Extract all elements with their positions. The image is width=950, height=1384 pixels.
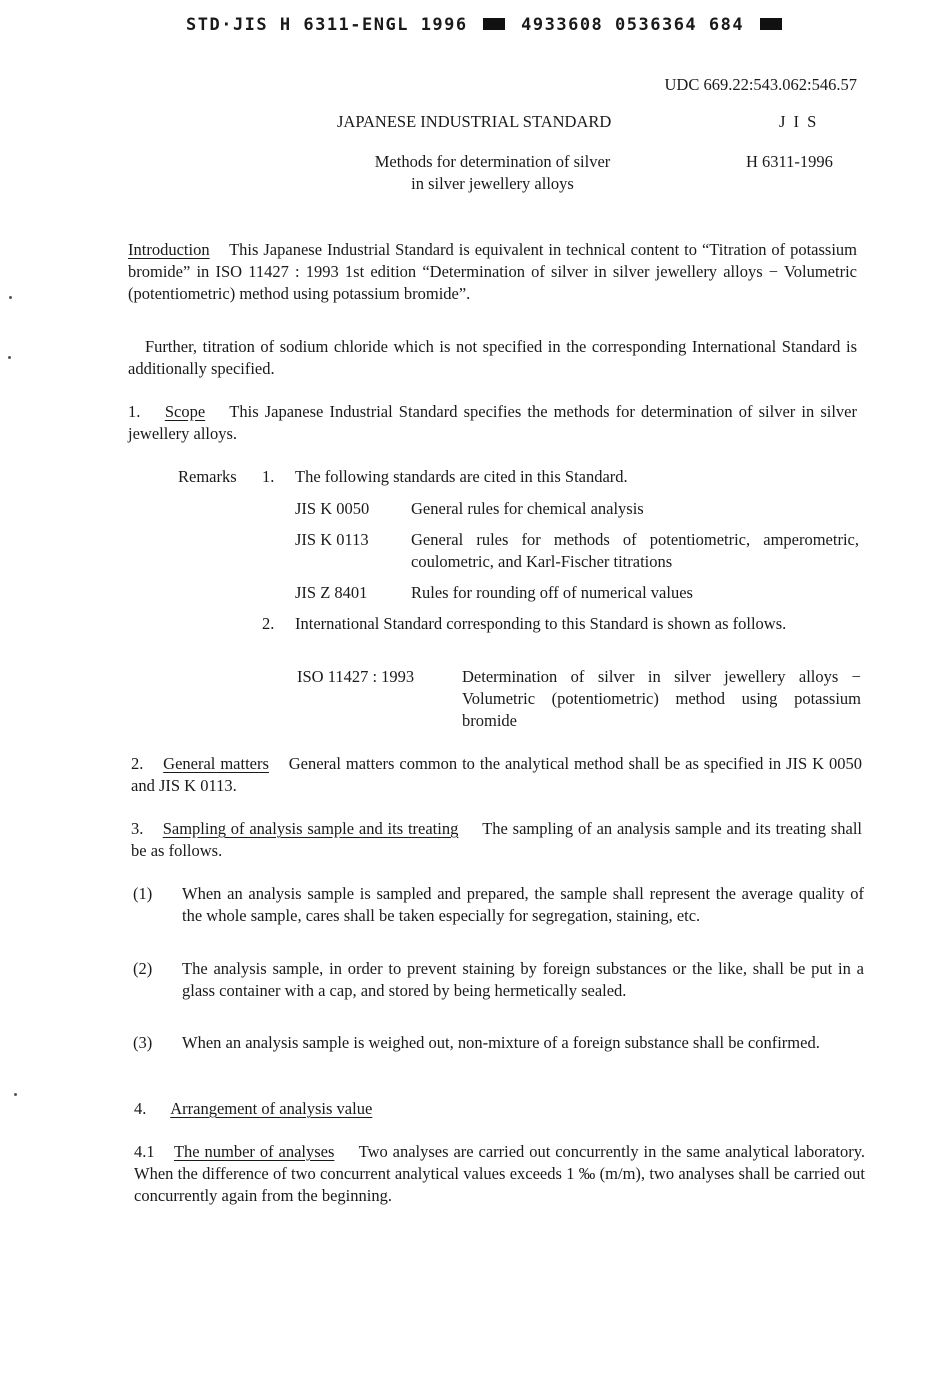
scope-text: This Japanese Industrial Standard specifies the methods for determination of silver in silver jewellery alloys. [128, 402, 858, 443]
cited-standard-code: JIS K 0050 [295, 499, 370, 518]
sampling-item-number: (2) [133, 959, 153, 978]
iso-standard-title: Determination of silver in silver jewellery alloys − Volumetric (potentiometric) method using potassium bromide [462, 667, 861, 730]
document-title [320, 151, 665, 195]
document-title-line1: Methods for determination of silver [374, 152, 611, 171]
sampling-item-number: (3) [133, 1033, 153, 1052]
scope-paragraph [128, 401, 857, 445]
document-title-line2: in silver jewellery alloys [411, 174, 574, 193]
general-text: General matters common to the analytical method shall be as specified in JIS K 0050 and JIS K 0113. [131, 754, 863, 795]
sampling-number: 3. [131, 819, 144, 838]
udc-number: UDC 669.22:543.062:546.57 [664, 75, 857, 94]
scope-heading: Scope [164, 402, 206, 421]
stamp-block-mark [483, 18, 505, 30]
sampling-heading: Sampling of analysis sample and its treating [162, 819, 459, 838]
introduction-text: This Japanese Industrial Standard is equivalent in technical content to “Titration of potassium bromide” in ISO 11427 : 1993 1st edition “Determination of silver in silver jewellery alloys − Volumetric (potentiometric) method using potassium bromide”. [128, 240, 858, 303]
remark-1-number: 1. [262, 467, 275, 486]
cited-standard-title: General rules for methods of potentiometric, amperometric, coulometric, and Karl-Fischer titrations [411, 530, 859, 571]
scan-speck [9, 296, 12, 299]
scan-speck [14, 1093, 17, 1096]
iso-standard-code: ISO 11427 : 1993 [297, 667, 415, 686]
standard-title: JAPANESE INDUSTRIAL STANDARD [337, 112, 612, 131]
cited-standard-title: Rules for rounding off of numerical values [411, 583, 693, 602]
cited-standard-code: JIS K 0113 [295, 530, 369, 549]
stamp-text: STD·JIS H 6311-ENGL 1996 [186, 15, 468, 35]
scope-number: 1. [128, 402, 141, 421]
remark-2-number: 2. [262, 614, 275, 633]
cited-standard-title: General rules for chemical analysis [411, 499, 644, 518]
general-heading: General matters [163, 754, 269, 773]
cited-standard-code: JIS Z 8401 [295, 583, 368, 602]
introduction-heading: Introduction [128, 240, 210, 259]
sampling-item-text: The analysis sample, in order to prevent staining by foreign substances or the like, shall be put in a glass container with a cap, and stored by being hermetically sealed. [182, 959, 864, 1000]
document-number: H 6311-1996 [746, 152, 833, 171]
arrangement-number: 4. [134, 1099, 147, 1118]
general-number: 2. [131, 754, 144, 773]
sampling-paragraph [131, 818, 862, 862]
number-of-analyses-paragraph [134, 1141, 865, 1207]
sampling-item-number: (1) [133, 884, 153, 903]
general-matters-paragraph [131, 753, 862, 797]
remark-2-text: International Standard corresponding to this Standard is shown as follows. [295, 614, 787, 633]
remarks-label: Remarks [178, 467, 237, 486]
introduction-paragraph [128, 239, 857, 305]
subsection-text: Two analyses are carried out concurrently in the same analytical laboratory. When the difference of two concurrent analytical values exceeds 1 ‰ (m/m), two analyses shall be carried out concurrently again from the beginning. [134, 1142, 865, 1205]
remark-1-text: The following standards are cited in this Standard. [295, 467, 628, 486]
sampling-item-text: When an analysis sample is sampled and prepared, the sample shall represent the average quality of the whole sample, cares shall be taken especially for segregation, staining, etc. [182, 884, 864, 925]
subsection-heading: The number of analyses [173, 1142, 335, 1161]
stamp-code: 4933608 0536364 684 [521, 15, 745, 35]
sampling-item-text: When an analysis sample is weighed out, non-mixture of a foreign substance shall be confirmed. [182, 1033, 820, 1052]
scan-speck [8, 356, 11, 359]
arrangement-heading-line [134, 1098, 372, 1120]
sampling-text: The sampling of an analysis sample and its treating shall be as follows. [131, 819, 862, 860]
introduction-paragraph-2: Further, titration of sodium chloride which is not specified in the corresponding International Standard is additionally specified. [128, 337, 857, 378]
arrangement-heading: Arrangement of analysis value [170, 1099, 373, 1118]
stamp-block-mark [760, 18, 782, 30]
document-stamp [186, 14, 786, 36]
jis-mark: J I S [779, 112, 819, 131]
subsection-number: 4.1 [134, 1142, 155, 1161]
